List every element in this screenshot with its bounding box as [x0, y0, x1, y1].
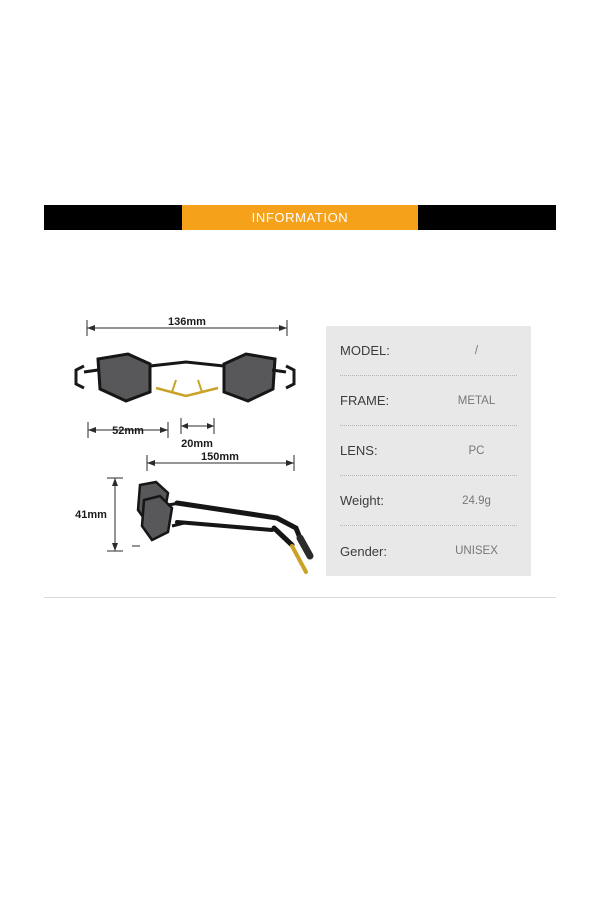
- banner-right-bar: [418, 205, 556, 230]
- banner-title: INFORMATION: [182, 205, 418, 230]
- spec-value-frame: METAL: [457, 394, 496, 407]
- spec-value-weight: 24.9g: [462, 494, 491, 507]
- specification-table: [326, 326, 531, 576]
- spec-value-lens: PC: [468, 444, 485, 457]
- front-right-lens: [224, 354, 275, 401]
- table-row: [340, 526, 517, 576]
- bridge-width-label: 20mm: [181, 438, 213, 450]
- side-temple-bend: [274, 528, 292, 545]
- temple-length-label: 150mm: [201, 451, 239, 463]
- side-temple-tip: [300, 538, 310, 556]
- front-bridge: [150, 362, 224, 396]
- side-temple-arm-lower: [177, 522, 272, 530]
- front-left-lens: [98, 354, 150, 401]
- side-lens-near: [142, 496, 172, 540]
- table-row: [340, 376, 517, 426]
- frame-height-dimension: [107, 478, 123, 551]
- table-row: [340, 476, 517, 526]
- table-row: [340, 326, 517, 376]
- spec-value-model: /: [474, 344, 479, 357]
- table-row: [340, 426, 517, 476]
- section-divider: [44, 597, 556, 598]
- spec-label-weight: Weight:: [340, 493, 384, 508]
- spec-label-gender: Gender:: [340, 543, 387, 559]
- information-banner: [44, 205, 556, 230]
- bridge-width-dimension: [181, 418, 214, 434]
- nose-pads: [172, 380, 202, 392]
- spec-label-lens: LENS:: [340, 443, 378, 458]
- product-info-content: [44, 300, 556, 600]
- sunglasses-dimension-diagram: [44, 300, 326, 590]
- frame-height-label: 41mm: [75, 509, 107, 521]
- spec-value-gender: UNISEX: [455, 545, 498, 557]
- banner-left-bar: [44, 205, 182, 230]
- front-width-label: 136mm: [168, 316, 206, 328]
- spec-label-frame: FRAME:: [340, 393, 390, 408]
- spec-label-model: MODEL:: [340, 343, 390, 358]
- lens-width-label: 52mm: [112, 425, 144, 437]
